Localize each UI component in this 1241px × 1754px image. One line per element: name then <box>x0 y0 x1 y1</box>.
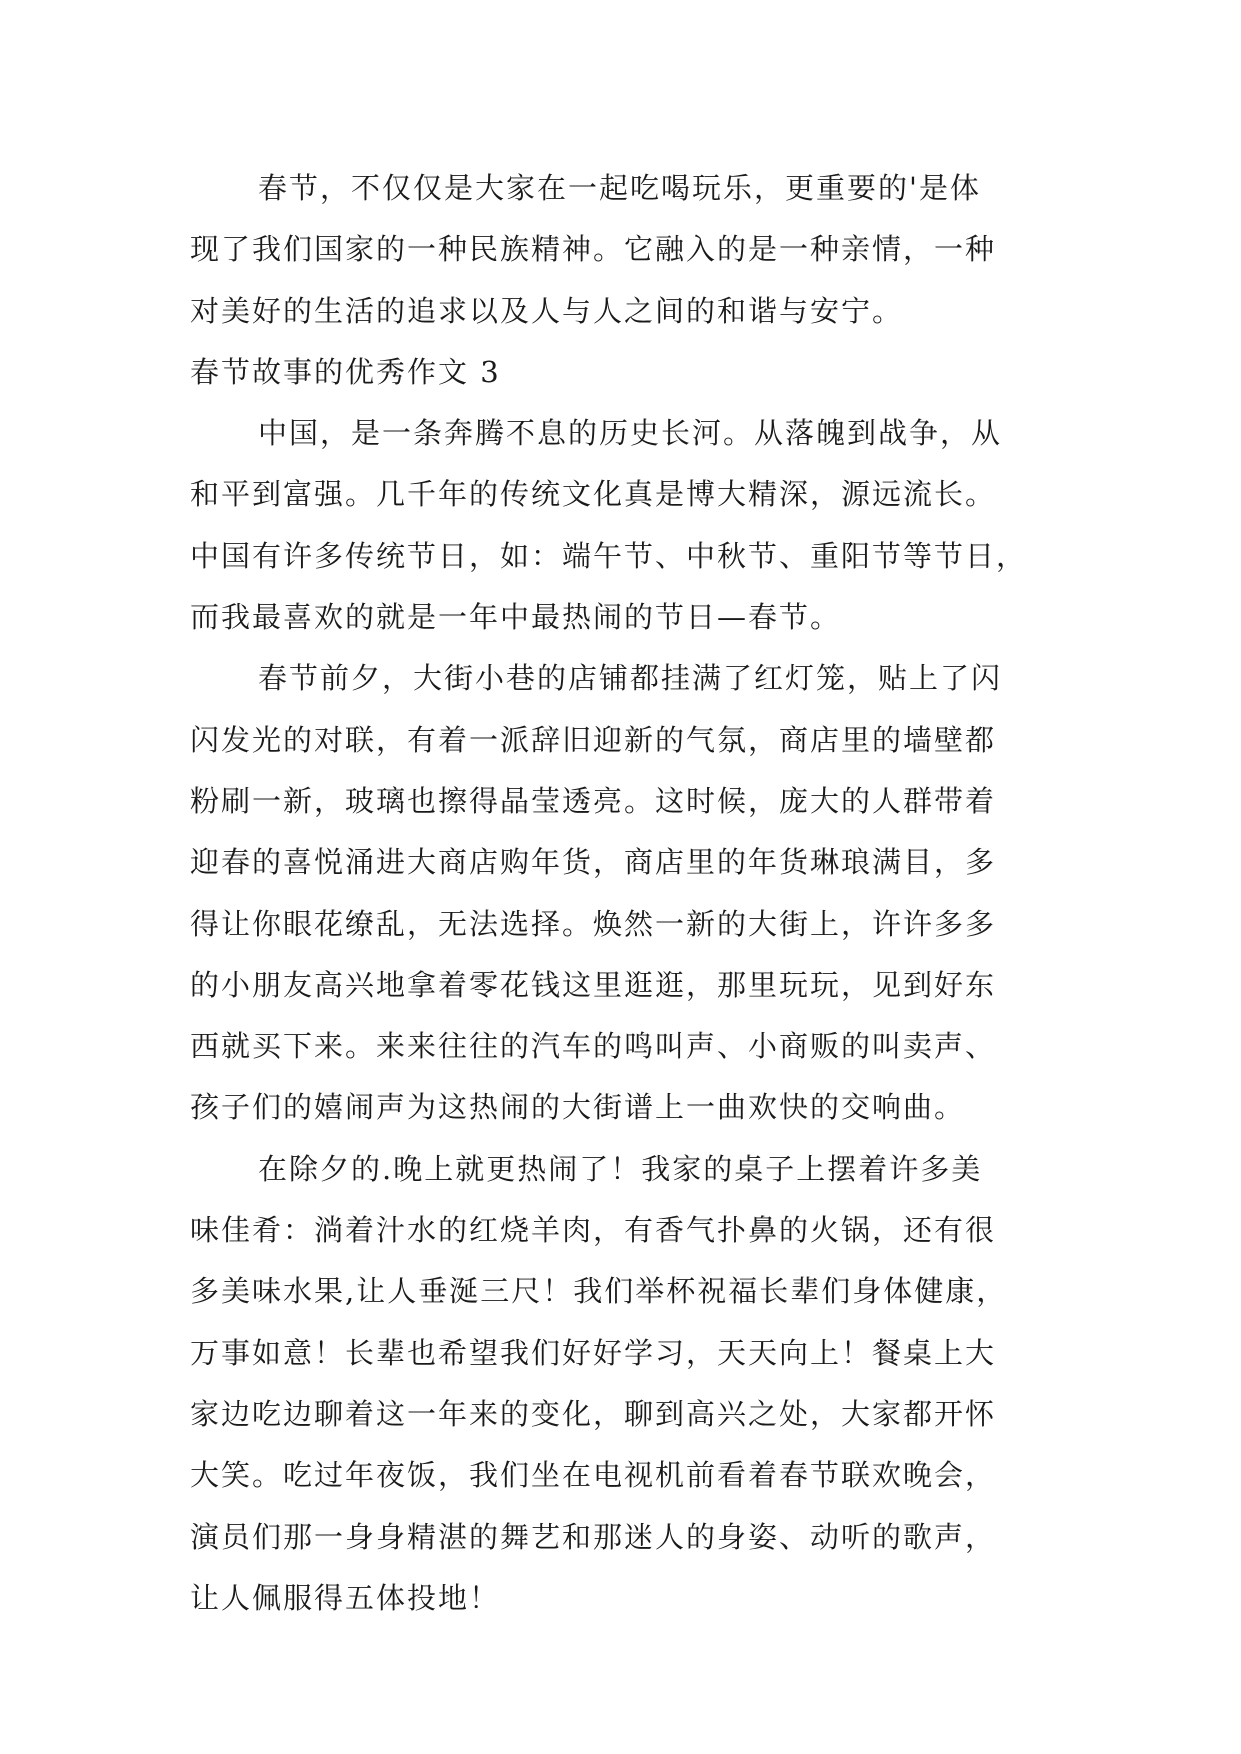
heading-line: 春节故事的优秀作文 3 <box>190 354 501 389</box>
text-line: 的小朋友高兴地拿着零花钱这里逛逛，那里玩玩，见到好东 <box>190 967 997 1002</box>
text-line: 和平到富强。几千年的传统文化真是博大精深，源远流长。 <box>190 477 997 512</box>
text-line: 让人佩服得五体投地！ <box>190 1580 501 1615</box>
text-line: 闪发光的对联，有着一派辞旧迎新的气氛，商店里的墙壁都 <box>190 722 997 757</box>
text-line: 孩子们的嬉闹声为这热闹的大街谱上一曲欢快的交响曲。 <box>190 1090 966 1125</box>
section-heading <box>190 342 1050 403</box>
text-line: 现了我们国家的一种民族精神。它融入的是一种亲情，一种 <box>190 232 997 267</box>
document-body <box>190 158 1050 1629</box>
text-line: 家边吃边聊着这一年来的变化，聊到高兴之处，大家都开怀 <box>190 1396 997 1431</box>
text-line: 迎春的喜悦涌进大商店购年货，商店里的年货琳琅满目，多 <box>190 845 997 880</box>
paragraph-2 <box>190 403 1050 648</box>
paragraph-4 <box>190 1139 1050 1629</box>
text-line: 春节前夕，大街小巷的店铺都挂满了红灯笼，贴上了闪 <box>258 661 1003 696</box>
text-line: 万事如意！长辈也希望我们好好学习，天天向上！餐桌上大 <box>190 1335 997 1370</box>
text-line: 西就买下来。来来往往的汽车的鸣叫声、小商贩的叫卖声、 <box>190 1029 997 1064</box>
text-line: 而我最喜欢的就是一年中最热闹的节日—春节。 <box>190 600 842 635</box>
text-line: 演员们那一身身精湛的舞艺和那迷人的身姿、动听的歌声， <box>190 1519 997 1554</box>
text-line: 中国，是一条奔腾不息的历史长河。从落魄到战争，从 <box>258 416 1003 451</box>
text-line: 中国有许多传统节日，如：端午节、中秋节、重阳节等节日， <box>190 538 1028 573</box>
text-line: 大笑。吃过年夜饭，我们坐在电视机前看着春节联欢晚会， <box>190 1458 997 1493</box>
paragraph-1 <box>190 158 1050 342</box>
paragraph-3 <box>190 648 1050 1138</box>
text-line: 粉刷一新，玻璃也擦得晶莹透亮。这时候，庞大的人群带着 <box>190 783 997 818</box>
text-line: 对美好的生活的追求以及人与人之间的和谐与安宁。 <box>190 293 904 328</box>
text-line: 在除夕的.晚上就更热闹了！我家的桌子上摆着许多美 <box>258 1151 983 1186</box>
text-line: 春节，不仅仅是大家在一起吃喝玩乐，更重要的'是体 <box>258 171 981 205</box>
text-line: 多美味水果,让人垂涎三尺！我们举杯祝福长辈们身体健康， <box>190 1274 1008 1309</box>
text-line: 味佳肴：淌着汁水的红烧羊肉，有香气扑鼻的火锅，还有很 <box>190 1213 997 1248</box>
text-line: 得让你眼花缭乱，无法选择。焕然一新的大街上，许许多多 <box>190 906 997 941</box>
